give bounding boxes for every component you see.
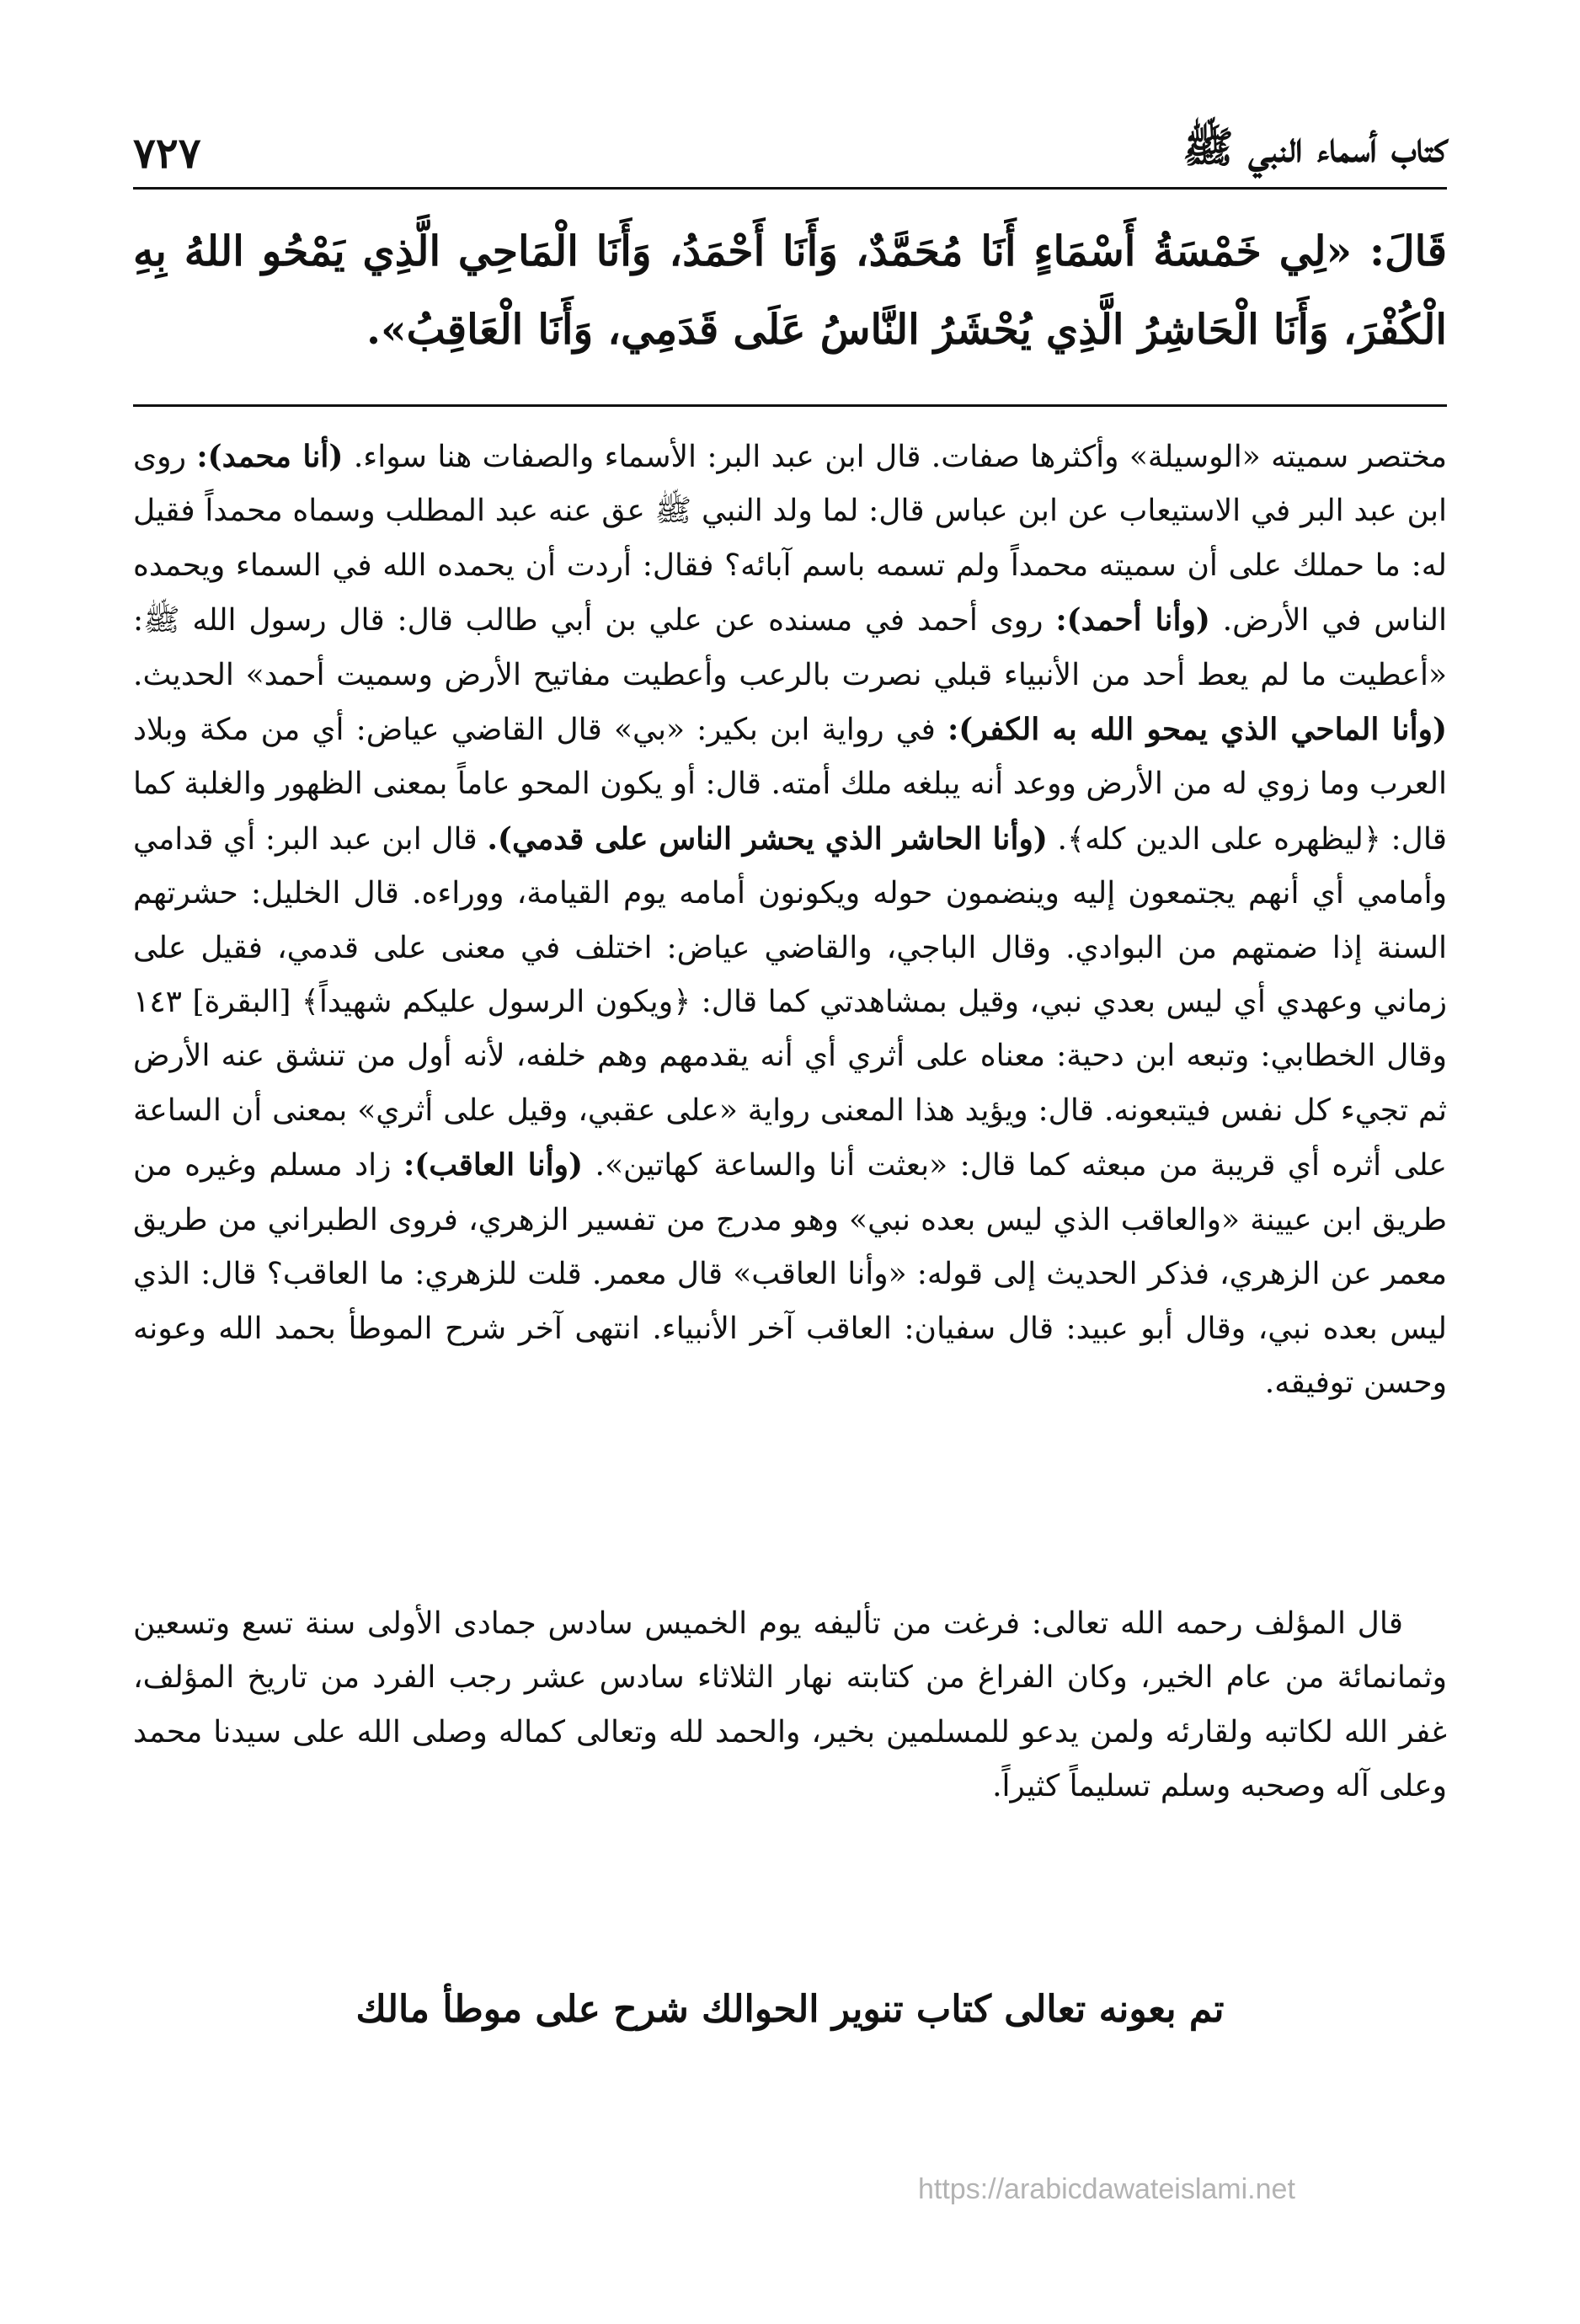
commentary-heading: (وأنا أحمد): bbox=[1055, 602, 1210, 638]
page-number: ٧٢٧ bbox=[133, 127, 201, 178]
commentary-text: في رواية ابن بكير: «بي» قال القاضي عياض: أي من مكة وبلاد العرب وما زوي له من الأرض ووعد أنه يبلغه ملك أمته. قال: أو يكون المحو عاماً بمعنى الظهور والغلبة كما قال: ﴿ليظهره على الدين كله﴾. bbox=[133, 713, 1448, 857]
commentary-text: روى أحمد في مسنده عن علي بن أبي طالب قال: قال رسول الله ﷺ: «أعطيت ما لم يعط أحد من الأنبياء قبلي نصرت بالرعب وأعطيت مفاتيح الأرض وسميت أحمد» الحديث. bbox=[133, 603, 1447, 692]
colophon-text: قال المؤلف رحمه الله تعالى: فرغت من تأليفه يوم الخميس سادس جمادى الأولى سنة تسع وتسعين وثمانمائة من عام الخير، وكان الفراغ من كتابته نهار الثلاثاء سادس عشر رجب الفرد من تاريخ المؤلف، غفر الله لكاتبه ولقارئه ولمن يدعو للمسلمين بخير، والحمد لله وتعالى كماله وصلى الله على سيدنا محمد وعلى آله وصحبه وسلم تسليماً كثيراً. bbox=[133, 1606, 1447, 1804]
commentary-heading: (وأنا الحاشر الذي يحشر الناس على قدمي). bbox=[487, 820, 1048, 857]
running-title: كتاب أسماء النبي ﷺ bbox=[1182, 122, 1447, 172]
book-end-statement: تم بعونه تعالى كتاب تنوير الحوالك شرح على موطأ مالك bbox=[355, 1988, 1225, 2031]
commentary-paragraph bbox=[133, 430, 1447, 1410]
commentary-block bbox=[133, 430, 1447, 1410]
commentary-text: روى ابن عبد البر في الاستيعاب عن ابن عباس قال: لما ولد النبي ﷺ عق عنه عبد المطلب وسماه محمداً فقيل له: ما حملك على أن سميته محمداً ولم تسمه باسم آبائه؟ فقال: أردت أن يحمده الله في السماء ويحمده الناس في الأرض. bbox=[133, 440, 1447, 638]
author-colophon bbox=[133, 1597, 1447, 1814]
commentary-heading: (وأنا الماحي الذي يمحو الله به الكفر): bbox=[947, 712, 1448, 748]
commentary-text: زاد مسلم وغيره من طريق ابن عيينة «والعاقب الذي ليس بعده نبي» وهو مدرج من تفسير الزهري، فروى الطبراني من طريق معمر عن الزهري، فذكر الحديث إلى قوله: «وأنا العاقب» قال معمر. قلت للزهري: ما العاقب؟ قال: الذي ليس بعده نبي، وقال أبو عبيد: قال سفيان: العاقب آخر الأنبياء. انتهى آخر شرح الموطأ بحمد الله وعونه وحسن توفيقه. bbox=[133, 1148, 1447, 1400]
page-header bbox=[133, 118, 1447, 190]
commentary-text: قال ابن عبد البر: أي قدامي وأمامي أي أنهم يجتمعون إليه وينضمون حوله ويكونون أمامه يوم القيامة، ووراءه. قال الخليل: حشرتهم السنة إذا ضمتهم من البوادي. وقال الباجي، والقاضي عياض: اختلف في معنى على قدمي، فقيل على زماني وعهدي أي ليس بعدي نبي، وقيل بمشاهدتي كما قال: ﴿ويكون الرسول عليكم شهيداً﴾ [البقرة] ١٤٣ وقال الخطابي: وتبعه ابن دحية: معناه على أثري أي أنه يقدمهم وهم خلفه، لأنه أول من تنشق عنه الأرض ثم تجيء كل نفس فيتبعونه. قال: ويؤيد هذا المعنى رواية «على عقبي، وقيل على أثري» بمعنى أن الساعة على أثره أي قريبة من مبعثه كما قال: «بعثت أنا والساعة كهاتين». bbox=[133, 821, 1447, 1183]
footnote-separator bbox=[133, 404, 1447, 407]
site-watermark: https://arabicdawateislami.net bbox=[918, 2173, 1295, 2205]
commentary-heading: (أنا محمد): bbox=[196, 439, 344, 474]
commentary-text: مختصر سميته «الوسيلة» وأكثرها صفات. قال ابن عبد البر: الأسماء والصفات هنا سواء. bbox=[353, 440, 1447, 474]
commentary-heading: (وأنا العاقب): bbox=[403, 1147, 584, 1183]
hadith-text: قَالَ: «لِي خَمْسَةُ أَسْمَاءٍ أَنَا مُحَمَّدٌ، وَأَنَا أَحْمَدُ، وَأَنَا الْمَاحِي الَّذِي يَمْحُو اللهُ بِهِ الْكُفْرَ، وَأَنَا الْحَاشِرُ الَّذِي يُحْشَرُ النَّاسُ عَلَى قَدَمِي، وَأَنَا الْعَاقِبُ». bbox=[133, 227, 1447, 354]
